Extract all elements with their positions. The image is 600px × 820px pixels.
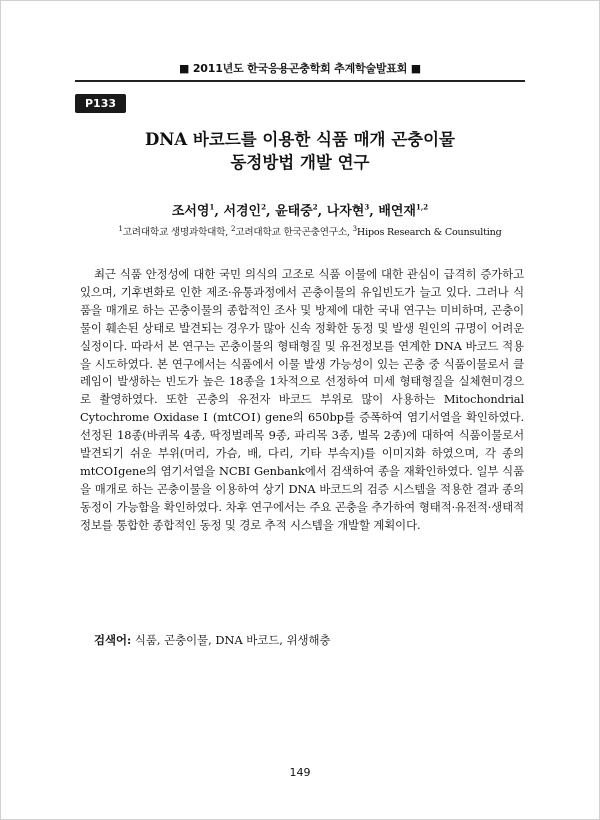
proceedings-header: ■ 2011년도 한국응용곤충학회 추계학술발표회 ■ xyxy=(179,62,421,75)
author: 조서영$^1$ xyxy=(171,202,215,219)
poster-id-badge: P133 xyxy=(75,94,126,113)
abstract-paragraph: 최근 식품 안정성에 대한 국민 의식의 고조로 식품 이물에 대한 관심이 급격히 증가하고 있으며, 기후변화로 인한 제조·유통과정에서 곤충이물의 유입빈도가 늘고 있다. 그러나 식품을 매개로 하는 곤충이물의 종합적인 조사 및 방제에 대한 국내 연구는 미비하며, 곤충이물이 훼손된 상태로 발견되는 경우가 많아 신속 정확한 동정 및 발생 원인의 규명이 어려운 실정이다. 따라서 본 연구는 곤충이물의 형태형질 및 유전정보를 연계한 DNA 바코드 적용을 시도하였다. 본 연구에서는 식품에서 이물 발생 가능성이 있는 곤충 중 식품이물로서 클레임이 발생하는 빈도가 높은 18종을 1차적으로 선정하여 미세 형태형질을 실체현미경으로 촬영하였다. 또한 곤충의 유전자 바코드 부위로 많이 사용하는 Mitochondrial Cytochrome Oxidase Ⅰ (mtCOⅠ) gene의 650bp를 증폭하여 염기서열을 확인하였다. 선정된 18종(바퀴목 4종, 딱정벌레목 9종, 파리목 3종, 벌목 2종)에 대하여 식품이물로서 발견되기 쉬운 부위(머리, 가슴, 배, 다리, 기타 부속지)를 이미지화 하였으며, 각 종의 mtCOⅠgene의 염기서열을 NCBI Genbank에서 검색하여 종을 재확인하였다. 일부 식품을 매개로 하는 곤충이물을 이용하여 상기 DNA 바코드의 검증 시스템을 적용한 결과 종의 동정이 가능함을 확인하였다. 차후 연구에서는 주요 곤충을 추가하여 형태적·유전적·생태적 정보를 통합한 종합적인 동정 및 경로 추적 시스템을 개발할 계획이다. xyxy=(80,267,524,532)
keywords xyxy=(94,632,540,648)
affiliations: $^1$고려대학교 생명과학대학, $^2$고려대학교 한국곤충연구소, $^3$Hipos Research & Counsulting xyxy=(118,224,502,238)
keywords-text: 식품, 곤충이물, DNA 바코드, 위생해충 xyxy=(131,633,331,647)
author: 서경인$^2$ xyxy=(223,202,266,219)
title-line-2: 동정방법 개발 연구 xyxy=(230,153,370,172)
abstract-body xyxy=(80,266,524,535)
paper-title xyxy=(75,128,525,174)
author-list: 조서영$^1$, 서경인$^2$, 윤태중$^2$, 나자현$^3$, 배연재$^{1,2}$ xyxy=(171,202,429,219)
keywords-label: 검색어: xyxy=(94,633,132,647)
header-rule xyxy=(75,80,525,82)
title-line-1: DNA 바코드를 이용한 식품 매개 곤충이물 xyxy=(145,130,455,149)
author: 윤태중$^2$ xyxy=(275,202,318,219)
author: 배연재$^{1,2}$ xyxy=(378,202,429,219)
page-number: 149 xyxy=(289,766,311,779)
author: 나자현$^3$ xyxy=(326,202,370,219)
